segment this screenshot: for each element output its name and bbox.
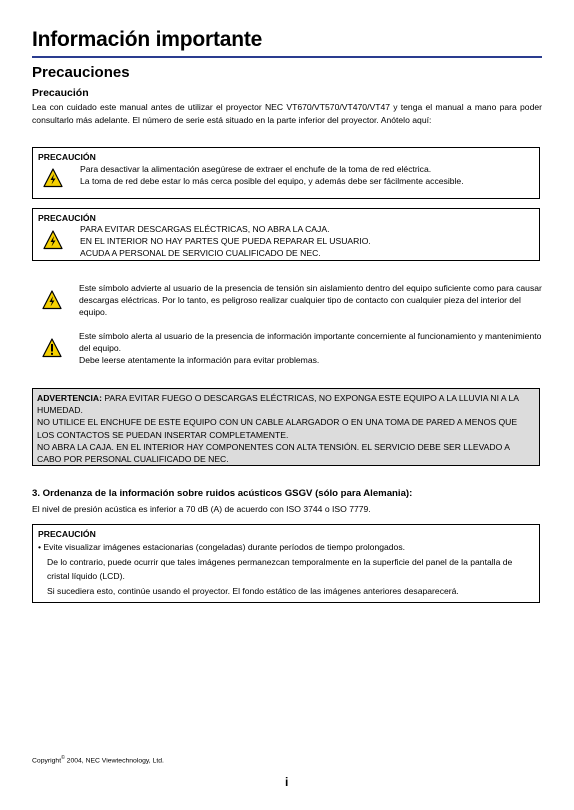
- lightning-warning-icon: [43, 230, 63, 250]
- caution-line: PARA EVITAR DESCARGAS ELÉCTRICAS, NO ABRA LA CAJA.: [80, 224, 330, 234]
- caution-line: ACUDA A PERSONAL DE SERVICIO CUALIFICADO DE NEC.: [80, 248, 321, 258]
- section-3-text: El nivel de presión acústica es inferior a 70 dB (A) de acuerdo con ISO 3744 o ISO 7779.: [32, 504, 371, 514]
- caution-label: PRECAUCIÓN: [38, 213, 96, 223]
- section-3-heading: 3. Ordenanza de la información sobre ruidos acústicos GSGV (sólo para Alemania):: [32, 488, 413, 499]
- warning-text: PARA EVITAR FUEGO O DESCARGAS ELÉCTRICAS, NO EXPONGA ESTE EQUIPO A LA LLUVIA NI A LA HUMEDAD.: [37, 393, 519, 416]
- caution-paragraph: Si sucediera esto, continúe usando el proyector. El fondo estático de las imágenes anteriores desaparecerá.: [47, 586, 459, 596]
- exclamation-symbol-text: Este símbolo alerta al usuario de la presencia de información importante concerniente al funcionamiento y mantenimiento del equipo.: [79, 331, 542, 353]
- subsection-heading: Precaución: [32, 87, 89, 99]
- caution-box-electric: [32, 208, 540, 261]
- copyright-symbol: ©: [61, 755, 65, 761]
- copyright-rest: 2004, NEC Viewtechnology, Ltd.: [64, 757, 164, 765]
- section-heading: Precauciones: [32, 64, 130, 81]
- caution-line: Para desactivar la alimentación asegúrese de extraer el enchufe de la toma de red eléctrica.: [80, 164, 432, 174]
- warning-label: ADVERTENCIA:: [37, 393, 102, 403]
- warning-text-2: NO UTILICE EL ENCHUFE DE ESTE EQUIPO CON UN CABLE ALARGADOR O EN UNA TOMA DE PARED A MENOS QUE LOS CONTACTOS SE PUEDAN INSERTAR COMPLETAMENTE.: [37, 417, 518, 440]
- exclamation-warning-icon: [42, 338, 62, 358]
- warning-text-3: NO ABRA LA CAJA. EN EL INTERIOR HAY COMPONENTES CON ALTA TENSIÓN. EL SERVICIO DEBE SER LLEVADO A CABO POR PERSONAL CUALIFICADO DE NEC.: [37, 441, 510, 465]
- lightning-symbol-explanation: Este símbolo advierte al usuario de la presencia de tensión sin aislamiento dentro del equipo suficiente como para causar descargas eléctricas. Por lo tanto, es peligroso realizar cualquier tipo de contacto con cualquier pieza del interior del equipo.: [79, 283, 542, 317]
- caution-text: [80, 163, 464, 187]
- warning-text-1: [37, 392, 535, 416]
- page-title: Información importante: [32, 28, 263, 51]
- page-number: i: [285, 775, 289, 789]
- lightning-warning-icon: [42, 290, 62, 310]
- copyright-footer: [32, 755, 164, 764]
- title-rule: [32, 56, 542, 58]
- caution-label: PRECAUCIÓN: [38, 529, 96, 539]
- copyright-prefix: Copyright: [32, 757, 62, 765]
- caution-line: EN EL INTERIOR NO HAY PARTES QUE PUEDA REPARAR EL USUARIO.: [80, 236, 371, 246]
- caution-box-power: [32, 147, 540, 199]
- lightning-warning-icon: [43, 168, 63, 188]
- exclamation-symbol-text-2: Debe leerse atentamente la información para evitar problemas.: [79, 355, 320, 365]
- caution-bullet: • Evite visualizar imágenes estacionarias (congeladas) durante períodos de tiempo prolongados.: [38, 542, 406, 552]
- caution-paragraph: De lo contrario, puede ocurrir que tales imágenes permanezcan temporalmente en la superficie del panel de la pantalla de cristal líquido (LCD).: [47, 557, 513, 581]
- exclamation-symbol-explanation: [79, 330, 543, 366]
- warning-box: [32, 388, 540, 466]
- intro-paragraph: Lea con cuidado este manual antes de utilizar el proyector NEC VT670/VT570/VT470/VT47 y tenga el manual a mano para poder consultarlo más adelante. El número de serie está situado en la parte inferior del proyector. Anótelo aquí:: [32, 102, 542, 125]
- caution-box-lcd: [32, 524, 540, 603]
- caution-text: [80, 223, 371, 259]
- caution-line: La toma de red debe estar lo más cerca posible del equipo, y además debe ser fácilmente accesible.: [80, 176, 464, 186]
- caution-label: PRECAUCIÓN: [38, 152, 96, 162]
